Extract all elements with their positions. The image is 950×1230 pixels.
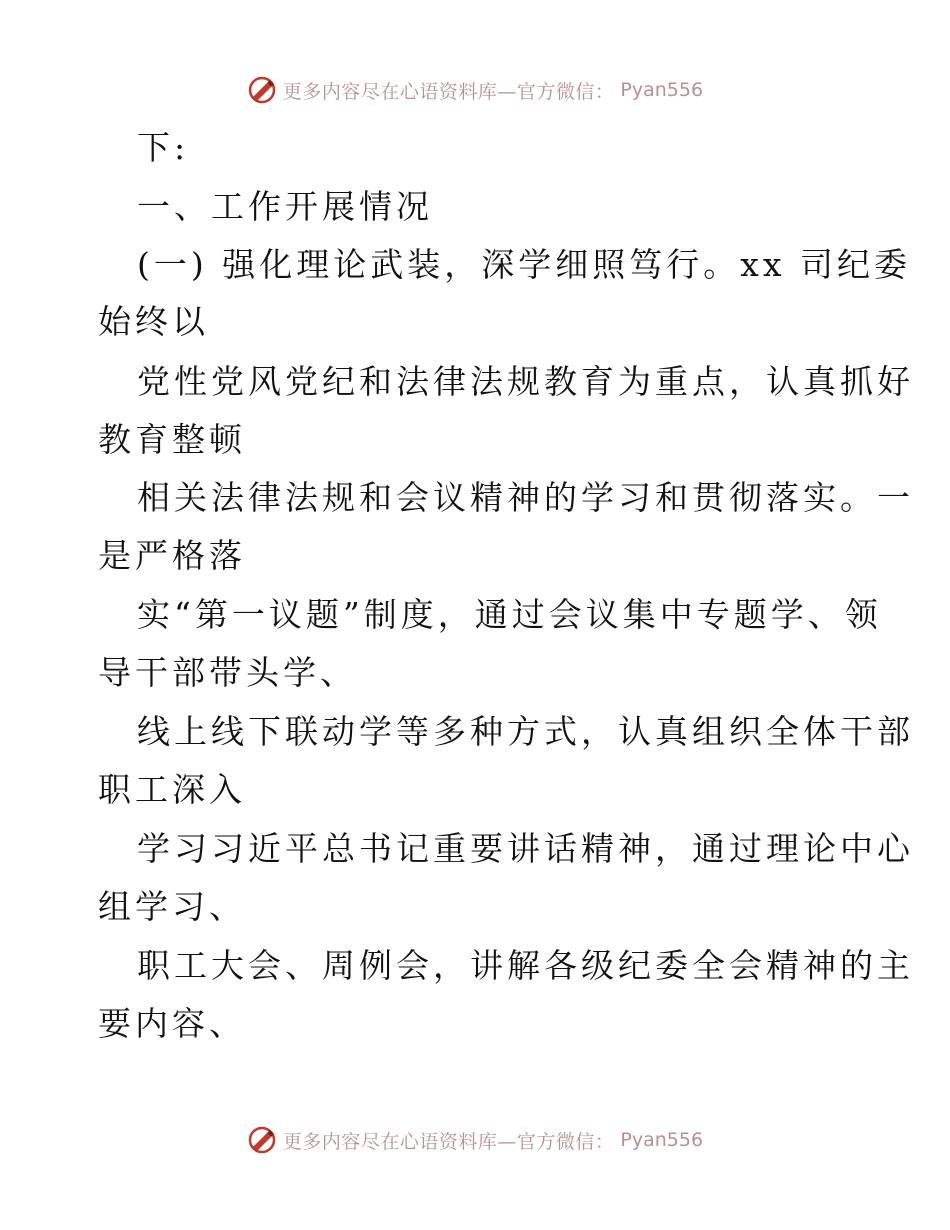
footer-watermark-text: 更多内容尽在心语资料库—官方微信：	[282, 1130, 615, 1153]
text-line: 线上线下联动学等多种方式，认真组织全体干部	[137, 712, 914, 751]
text-line: (一) 强化理论武装，深学细照笃行。xx 司纪委	[137, 245, 911, 284]
text-line: 是严格落	[98, 536, 246, 575]
text-line: 组学习、	[98, 887, 246, 926]
text-line: 党性党风党纪和法律法规教育为重点，认真抓好	[137, 362, 914, 401]
header-watermark	[0, 70, 950, 110]
header-watermark-text: 更多内容尽在心语资料库—官方微信：	[282, 80, 615, 103]
text-line: 下:	[137, 128, 190, 167]
section-heading: 一、工作开展情况	[137, 187, 433, 226]
text-line: 导干部带头学、	[98, 653, 357, 692]
header-watermark-contact: Pyan556	[620, 79, 704, 101]
footer-watermark-contact: Pyan556	[620, 1129, 704, 1151]
text-line: 学习习近平总书记重要讲话精神，通过理论中心	[137, 829, 914, 868]
text-line: 相关法律法规和会议精神的学习和贯彻落实。一	[137, 478, 914, 517]
pen-logo-icon	[247, 75, 277, 105]
text-line: 实“第一议题”制度，通过会议集中专题学、领	[137, 595, 882, 634]
text-line: 要内容、	[98, 1004, 246, 1043]
footer-watermark	[0, 1120, 950, 1160]
pen-logo-icon	[247, 1125, 277, 1155]
text-line: 职工深入	[98, 770, 246, 809]
text-line: 始终以	[98, 302, 209, 341]
text-line: 职工大会、周例会，讲解各级纪委全会精神的主	[137, 946, 914, 985]
text-line: 教育整顿	[98, 420, 246, 459]
